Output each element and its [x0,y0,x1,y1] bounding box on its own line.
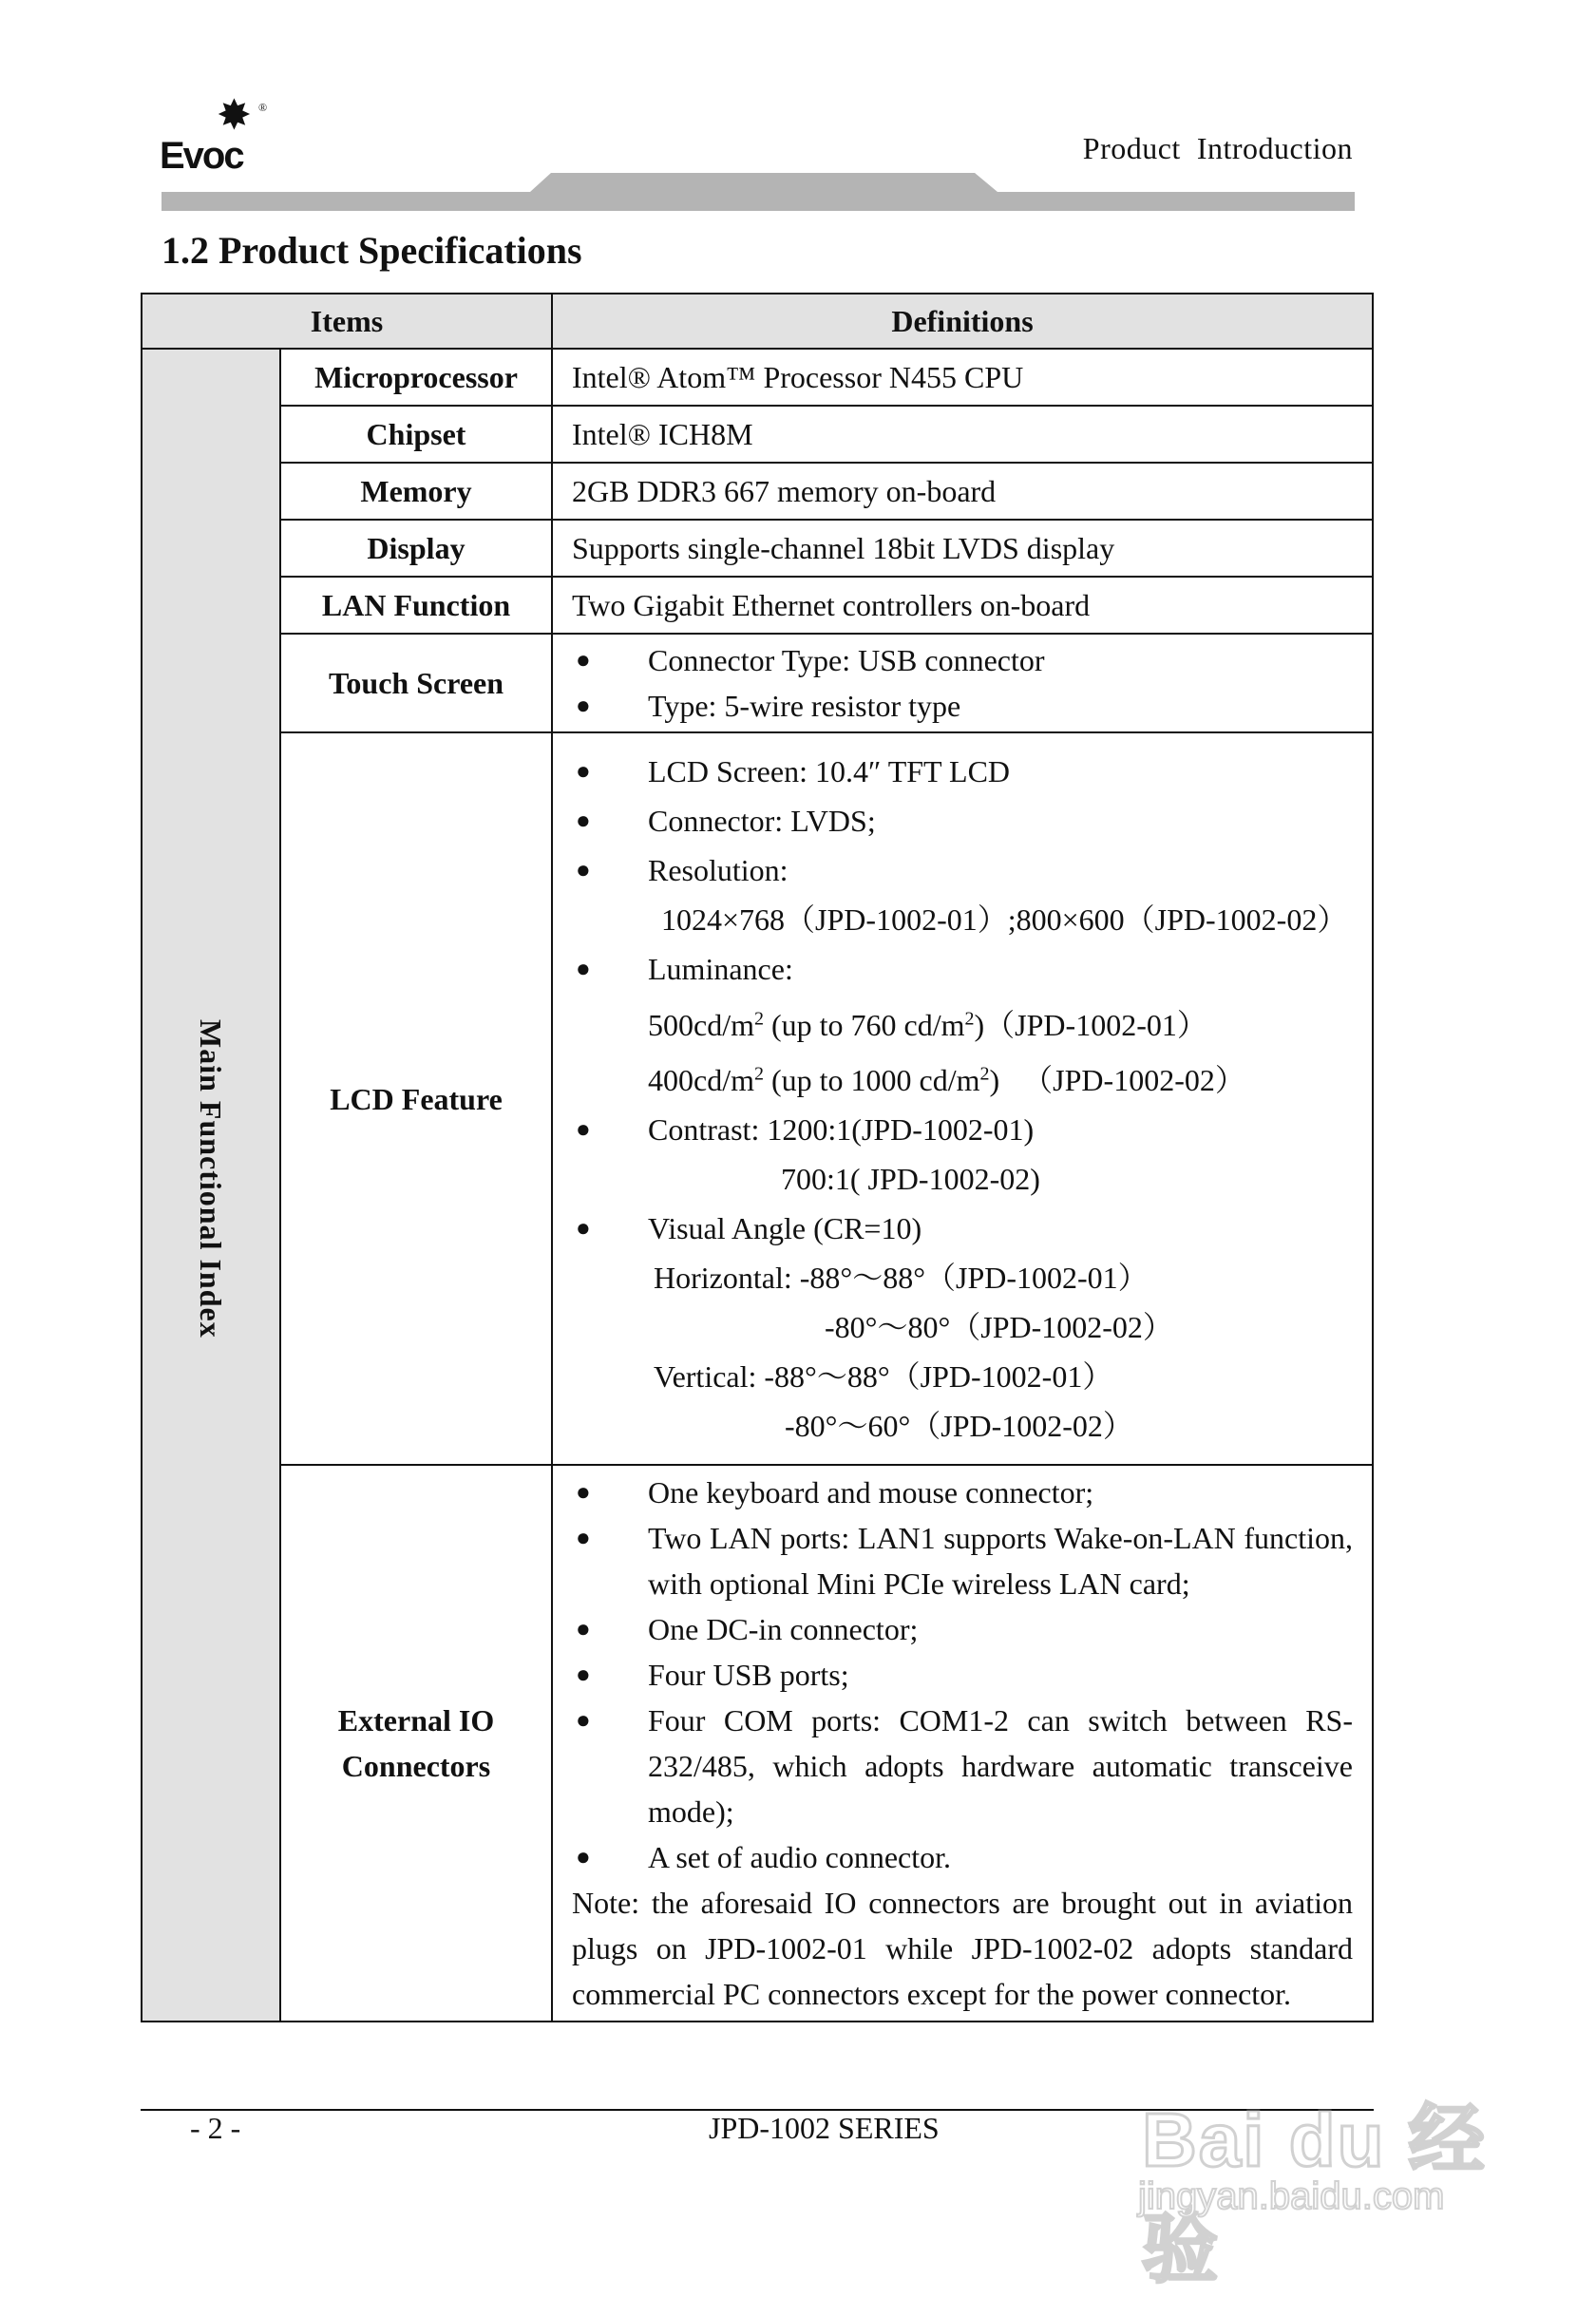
list-item: ● One DC-in connector; [572,1606,1353,1652]
def-cell [552,634,1373,732]
io-label-1: External IO [337,1703,495,1738]
item-cell: Display [280,520,552,577]
table-row-lcd [142,732,1373,1465]
group-label-cell [142,349,280,2022]
baidu-watermark [1130,2060,1530,2291]
item-cell: Chipset [280,406,552,463]
item-cell [280,1465,552,2022]
item-cell: Microprocessor [280,349,552,406]
list-item: ● Connector: LVDS; [572,796,1353,845]
list-item: ● Connector Type: USB connector [572,637,1353,683]
def-cell: Supports single-channel 18bit LVDS display [552,520,1373,577]
visual-angle: Visual Angle (CR=10) [648,1211,922,1246]
table-row [142,406,1373,463]
list-item: ● Two LAN ports: LAN1 supports Wake-on-LAN function, with optional Mini PCIe wireless LAN card; [572,1515,1353,1606]
list-item [572,1204,1353,1451]
table-row [142,349,1373,406]
item-cell: LCD Feature [280,732,552,1465]
list-item [572,845,1353,944]
resolution-values: 1024×768（JPD-1002-01）;800×600（JPD-1002-02） [661,902,1348,937]
touch-bullets [572,637,1353,729]
contrast-line: Contrast: 1200:1(JPD-1002-01) [648,1112,1035,1148]
def-cell: Intel® ICH8M [552,406,1373,463]
superscript: 2 [753,1063,764,1085]
lum-value: 500cd/m [648,1007,754,1042]
list-item: ● Four USB ports; [572,1652,1353,1698]
lcd-bullets [572,747,1353,1451]
lum-max: (up to 760 cd/m [763,1007,965,1042]
item-cell: LAN Function [280,577,552,634]
luminance-02 [648,1063,1245,1097]
vertical-line-2: -80°～60°（JPD-1002-02） [785,1409,1133,1444]
lum-model: )（JPD-1002-01） [974,1007,1207,1042]
table-row [142,520,1373,577]
list-item [572,1105,1353,1204]
lum-max: (up to 1000 cd/m [763,1063,980,1098]
col-items: Items [142,294,552,349]
item-cell: Memory [280,463,552,520]
resolution-label: Resolution: [648,853,788,887]
io-bullets [572,1470,1353,1880]
superscript: 2 [979,1063,990,1085]
io-note: Note: the aforesaid IO connectors are brought out in aviation plugs on JPD-1002-01 while JPD-1002-02 adopts standard commercial PC connectors except for the power connector. [572,1886,1353,2012]
table-header-row [142,294,1373,349]
def-cell [552,1465,1373,2022]
logo-star-icon: ✸ [217,92,252,139]
luminance-01 [648,1008,1207,1042]
superscript: 2 [753,1008,764,1029]
table-row [142,577,1373,634]
watermark-main: Bai du 经验 [1142,2098,1487,2291]
list-item: ● Four COM ports: COM1-2 can switch between RS-232/485, which adopts hardware automatic transceive mode); [572,1698,1353,1834]
header-title: Product Introduction [1082,131,1353,165]
list-item: ● LCD Screen: 10.4″ TFT LCD [572,747,1353,796]
table-row-touch [142,634,1373,732]
superscript: 2 [964,1008,975,1029]
footer-series: JPD-1002 SERIES [709,2111,940,2145]
contrast-line-2: 700:1( JPD-1002-02) [781,1162,1040,1197]
horizontal-line: Horizontal: -88°～88°（JPD-1002-01） [654,1261,1149,1296]
logo-registered-mark: ® [258,101,268,114]
vertical-line: Vertical: -88°～88°（JPD-1002-01） [654,1359,1113,1395]
io-label-2: Connectors [341,1749,491,1784]
lum-value: 400cd/m [648,1063,754,1098]
page-number: - 2 - [190,2111,241,2145]
def-cell: Two Gigabit Ethernet controllers on-board [552,577,1373,634]
def-cell: Intel® Atom™ Processor N455 CPU [552,349,1373,406]
col-definitions: Definitions [552,294,1373,349]
table-row [142,463,1373,520]
section-title: 1.2 Product Specifications [162,229,582,272]
luminance-label: Luminance: [648,952,793,986]
list-item: ● One keyboard and mouse connector; [572,1470,1353,1515]
list-item: ● A set of audio connector. [572,1834,1353,1880]
watermark-sub: jingyan.baidu.com [1138,2175,1445,2217]
def-cell [552,732,1373,1465]
header-bar [162,173,1355,211]
group-label: Main Functional Index [194,1019,228,1339]
list-item: ● Type: 5-wire resistor type [572,683,1353,729]
item-cell: Touch Screen [280,634,552,732]
horizontal-line-2: -80°～80°（JPD-1002-02） [825,1310,1173,1345]
lum-model: ) （JPD-1002-02） [989,1063,1245,1098]
table-row-io [142,1465,1373,2022]
def-cell: 2GB DDR3 667 memory on-board [552,463,1373,520]
evoc-logo [160,91,274,177]
logo-text: Evoc [160,135,243,177]
list-item [572,944,1353,1105]
spec-table [141,293,1374,2022]
